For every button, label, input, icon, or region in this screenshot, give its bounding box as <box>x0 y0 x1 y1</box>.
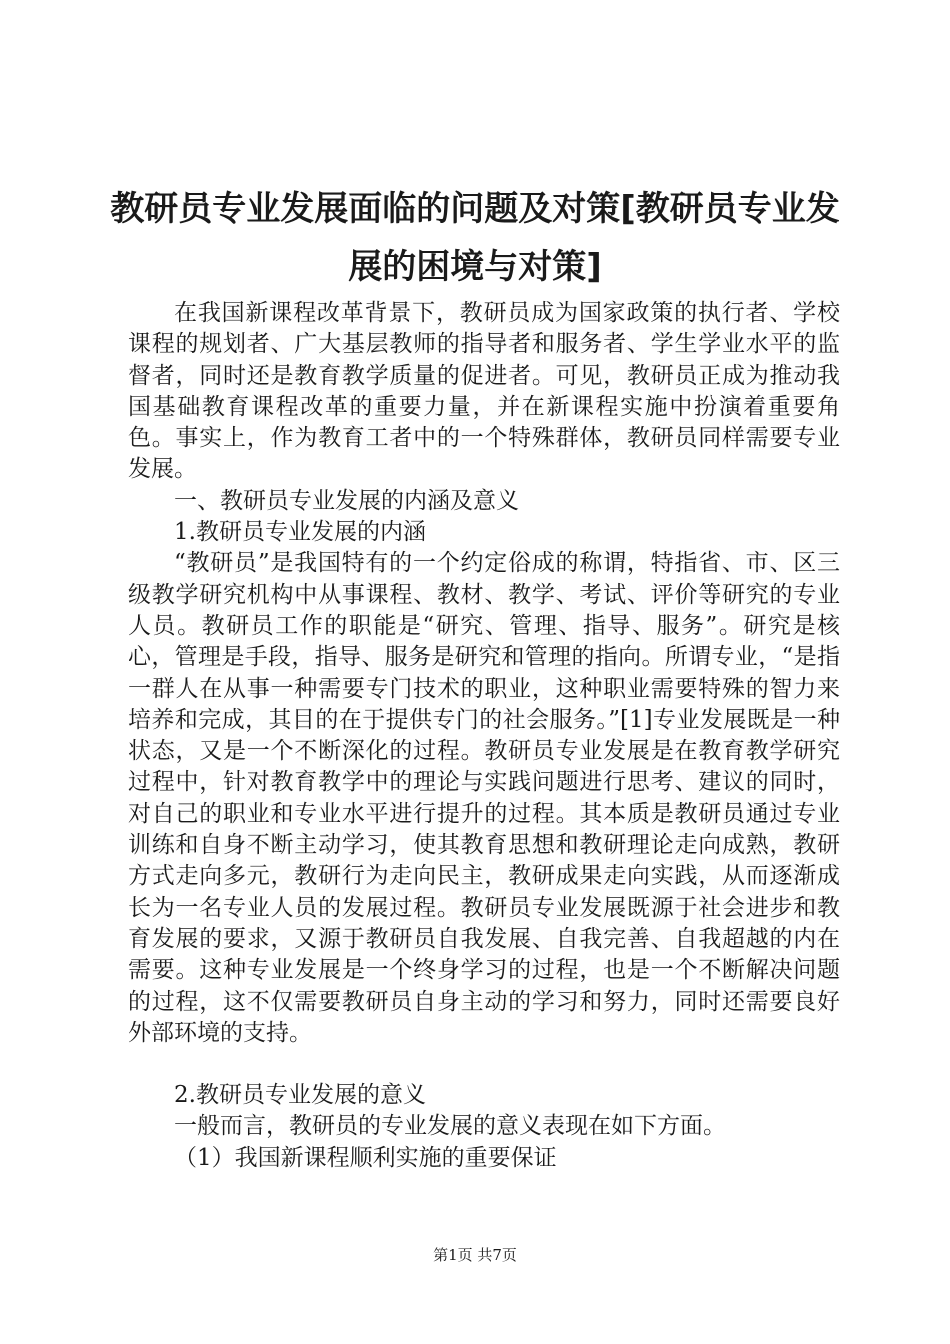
section-heading-1: 一、教研员专业发展的内涵及意义 <box>174 487 519 514</box>
document-body <box>128 298 840 1174</box>
subsection-heading-1-2: 2.教研员专业发展的意义 <box>174 1082 426 1109</box>
subsection-heading-1-1: 1.教研员专业发展的内涵 <box>174 519 426 546</box>
body-paragraph-significance-intro: 一般而言，教研员的专业发展的意义表现在如下方面。 <box>174 1113 726 1140</box>
document-title: 教研员专业发展面临的问题及对策[教研员专业发展的困境与对策] <box>110 189 840 287</box>
list-item-heading-1: （1）我国新课程顺利实施的重要保证 <box>174 1144 557 1171</box>
page-footer: 第1页 共7页 <box>433 1246 517 1264</box>
body-paragraph-definition: “教研员”是我国特有的一个约定俗成的称谓，特指省、市、区三级教学研究机构中从事课程、教材、教学、考试、评价等研究的专业人员。教研员工作的职能是“研究、管理、指导、服务”。研究是核心，管理是手段，指导、服务是研究和管理的指向。所谓专业，“是指一群人在从事一种需要专门技术的职业，这种职业需要特殊的智力来培养和完成，其目的在于提供专门的社会服务。”[1]专业发展既是一种状态，又是一个不断深化的过程。教研员专业发展是在教育教学研究过程中，针对教育教学中的理论与实践问题进行思考、建议的同时，对自己的职业和专业水平进行提升的过程。其本质是教研员通过专业训练和自身不断主动学习，使其教育思想和教研理论走向成熟，教研方式走向多元，教研行为走向民主，教研成果走向实践，从而逐渐成长为一名专业人员的发展过程。教研员专业发展既源于社会进步和教育发展的要求，又源于教研员自我发展、自我完善、自我超越的内在需要。这种专业发展是一个终身学习的过程，也是一个不断解决问题的过程，这不仅需要教研员自身主动的学习和努力，同时还需要良好外部环境的支持。 <box>128 550 840 1046</box>
body-paragraph-intro: 在我国新课程改革背景下，教研员成为国家政策的执行者、学校课程的规划者、广大基层教师的指导者和服务者、学生学业水平的监督者，同时还是教育教学质量的促进者。可见，教研员正成为推动我国基础教育课程改革的重要力量，并在新课程实施中扮演着重要角色。事实上，作为教育工者中的一个特殊群体，教研员同样需要专业发展。 <box>128 300 840 483</box>
